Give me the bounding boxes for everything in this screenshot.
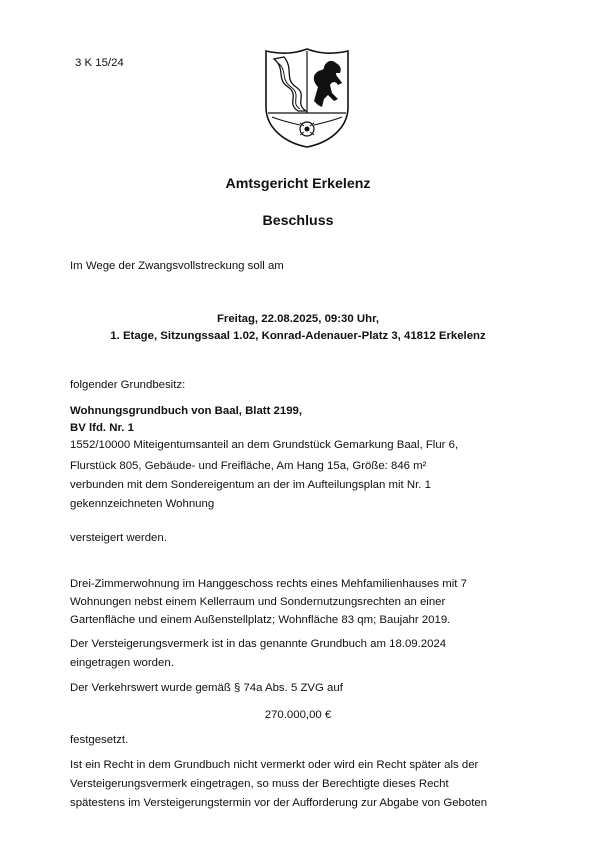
value-intro: Der Verkehrswert wurde gemäß § 74a Abs. 5 ZVG auf: [70, 682, 343, 694]
value-outro: festgesetzt.: [70, 734, 129, 746]
property-register: Wohnungsgrundbuch von Baal, Blatt 2199,: [70, 405, 303, 417]
entry-line: eingetragen worden.: [70, 657, 174, 669]
auction-line: versteigert werden.: [70, 532, 167, 544]
property-intro: folgender Grundbesitz:: [70, 379, 186, 391]
appointment-date: Freitag, 22.08.2025, 09:30 Uhr,: [216, 313, 380, 325]
property-desc-line: gekennzeichneten Wohnung: [70, 498, 215, 510]
entry-line: Der Versteigerungsvermerk ist in das genannte Grundbuch am 18.09.2024: [70, 638, 447, 650]
coat-of-arms-icon: [262, 47, 352, 149]
case-number: 3 K 15/24: [75, 57, 124, 69]
market-value: 270.000,00 €: [264, 709, 332, 721]
rights-line: Versteigerungsvermerk eingetragen, so muss der Berechtigte dieses Recht: [70, 778, 449, 790]
appointment-location: 1. Etage, Sitzungssaal 1.02, Konrad-Adenauer-Platz 3, 41812 Erkelenz: [110, 330, 486, 342]
intro-text: Im Wege der Zwangsvollstreckung soll am: [70, 260, 284, 272]
property-desc-line: verbunden mit dem Sondereigentum an der im Aufteilungsplan mit Nr. 1: [70, 479, 431, 491]
document-type: Beschluss: [262, 213, 334, 229]
apartment-line: Drei-Zimmerwohnung im Hanggeschoss rechts eines Mehfamilienhauses mit 7: [70, 578, 467, 590]
court-name: Amtsgericht Erkelenz: [225, 176, 371, 192]
property-desc-line: Flurstück 805, Gebäude- und Freifläche, Am Hang 15a, Größe: 846 m²: [70, 460, 427, 472]
property-desc-line: 1552/10000 Miteigentumsanteil an dem Grundstück Gemarkung Baal, Flur 6,: [70, 439, 459, 451]
apartment-line: Wohnungen nebst einem Kellerraum und Sondernutzungsrechten an einer: [70, 596, 446, 608]
property-bv: BV lfd. Nr. 1: [70, 422, 134, 434]
rights-line: spätestens im Versteigerungstermin vor der Aufforderung zur Abgabe von Geboten: [70, 797, 488, 809]
rights-line: Ist ein Recht in dem Grundbuch nicht vermerkt oder wird ein Recht später als der: [70, 759, 479, 771]
apartment-line: Gartenfläche und einem Außenstellplatz; Wohnfläche 83 qm; Baujahr 2019.: [70, 614, 451, 626]
